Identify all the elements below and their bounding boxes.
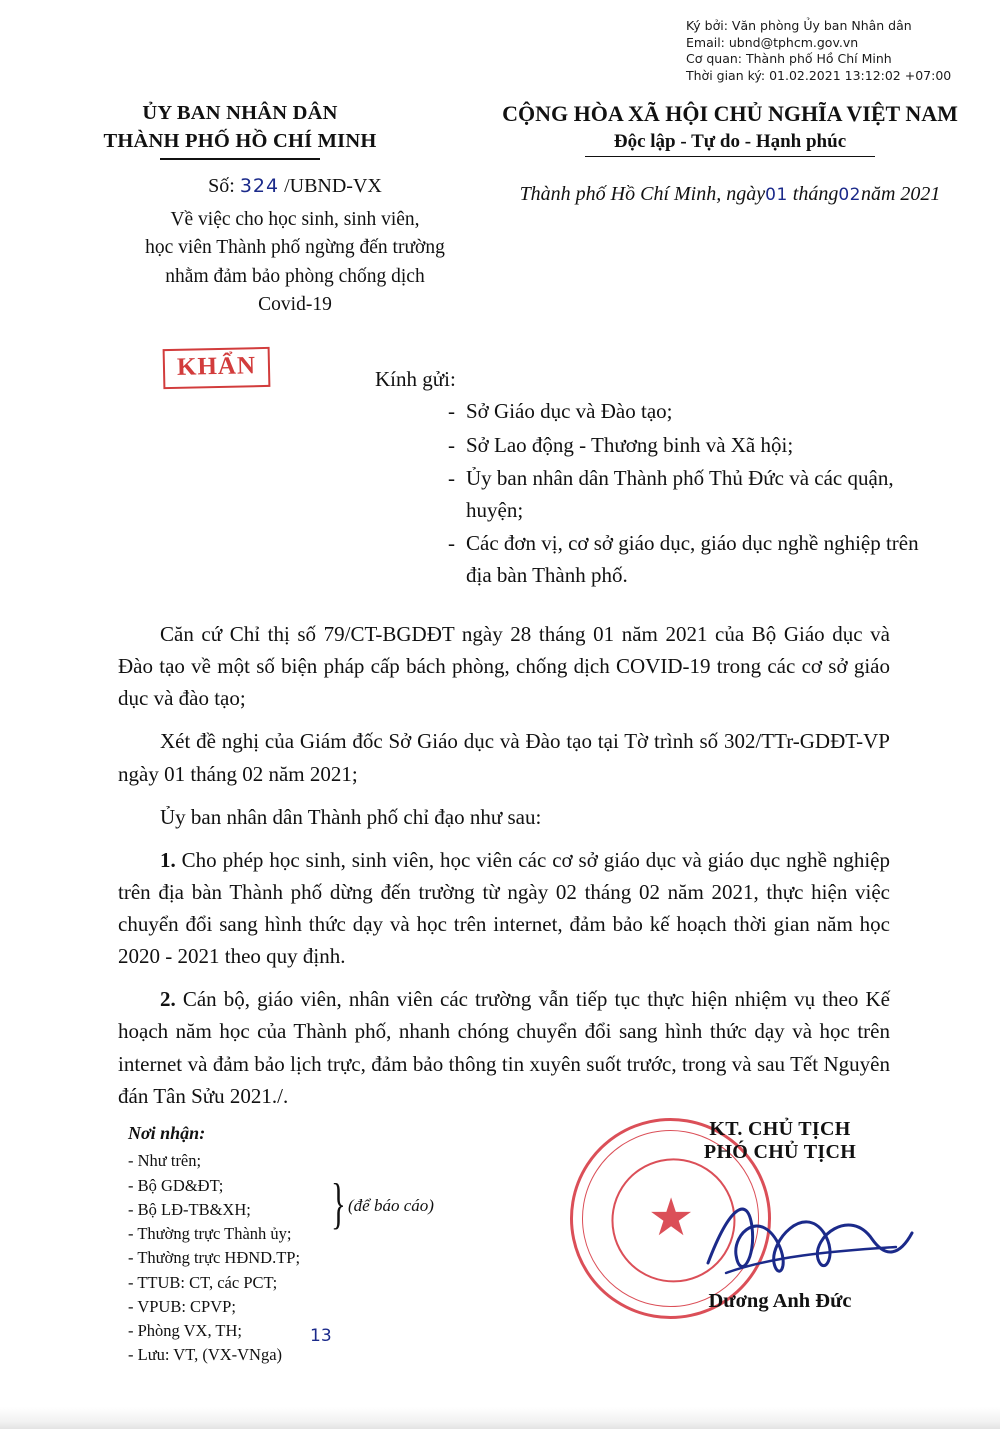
body-paragraph-1: Căn cứ Chỉ thị số 79/CT-BGDĐT ngày 28 tháng 01 năm 2021 của Bộ Giáo dục và Đào tạo về một số biện pháp cấp bách phòng, chống dịch COVID-19 trong các cơ sở giáo dục và đào tạo; (118, 622, 890, 711)
digital-signature-stamp (686, 18, 986, 85)
signature-timestamp: Thời gian ký: 01.02.2021 13:12:02 +07:00 (686, 67, 952, 83)
document-number-prefix: Số: (208, 175, 235, 197)
national-title: CỘNG HÒA XÃ HỘI CHỦ NGHĨA VIỆT NAM (502, 101, 958, 126)
official-red-seal: ★ (551, 1099, 789, 1337)
org-line-1: ỦY BAN NHÂN DÂN (142, 102, 338, 124)
subject-line-1: Về việc cho học sinh, sinh viên, (170, 209, 420, 230)
issuing-organization (0, 100, 460, 160)
recipients-label: Kính gửi: (375, 367, 456, 391)
signature-signed-by: Ký bởi: Văn phòng Ủy ban Nhân dân (686, 18, 912, 33)
subject-line-2: học viên Thành phố ngừng đến trường (145, 237, 445, 259)
list-item: - Sở Lao động - Thương binh và Xã hội; (466, 430, 936, 462)
seal-inner-band (599, 1147, 746, 1294)
signature-title-line-2: PHÓ CHỦ TỊCH (703, 1141, 857, 1163)
national-motto: Độc lập - Tự do - Hạnh phúc (613, 130, 847, 152)
body-paragraph-5-number: 2. (160, 987, 176, 1012)
place-and-date (470, 183, 990, 206)
list-item: - Thường trực Thành ủy; (128, 1224, 292, 1244)
document-number-suffix: /UBND-VX (284, 175, 382, 197)
date-month: 02 (838, 185, 861, 205)
recipients-list (466, 396, 936, 593)
date-day: 01 (765, 185, 788, 205)
list-item: - Bộ GD&ĐT; (128, 1175, 224, 1195)
document-subject (85, 206, 505, 319)
signature-title-line-1: KT. CHỦ TỊCH (709, 1118, 851, 1140)
distribution-brace-note: (để báo cáo) (348, 1196, 434, 1215)
brace-bracket: } (331, 1173, 346, 1235)
list-item: - Phòng VX, TH; (128, 1321, 242, 1341)
body-paragraph-2: Xét đề nghị của Giám đốc Sở Giáo dục và Đào tạo tại Tờ trình số 302/TTr-GDĐT-VP ngày 01 tháng 02 năm 2021; (118, 729, 890, 786)
list-item: - Bộ LĐ-TB&XH; (128, 1199, 251, 1219)
org-underline (160, 158, 320, 160)
body-paragraph-4-text: Cho phép học sinh, sinh viên, học viên các cơ sở giáo dục và giáo dục nghề nghiệp trên địa bàn Thành phố dừng đến trường từ ngày 02 tháng 02 năm 2021, thực hiện việc chuyển đổi sang hình thức dạy và học trên internet, đảm bảo kế hoạch thời gian năm học 2020 - 2021 theo quy định. (118, 847, 890, 969)
document-header (0, 100, 1000, 160)
list-item: - Sở Giáo dục và Đào tạo; (466, 396, 936, 428)
document-body (118, 618, 890, 1123)
list-item: - TTUB: CT, các PCT; (128, 1272, 278, 1292)
year-label: năm 2021 (860, 183, 941, 205)
month-label: tháng (792, 183, 839, 205)
signature-agency: Cơ quan: Thành phố Hồ Chí Minh (686, 51, 892, 67)
signer-name: Dương Anh Đức (708, 1290, 852, 1312)
org-line-2: THÀNH PHỐ HỒ CHÍ MINH (103, 129, 377, 152)
urgent-stamp: KHẨN (163, 347, 271, 389)
page-bottom-edge (0, 1407, 1000, 1429)
list-item: - Như trên; (128, 1151, 202, 1171)
list-item: - Các đơn vị, cơ sở giáo dục, giáo dục nghề nghiệp trên địa bàn Thành phố. (466, 528, 936, 591)
handwritten-copy-count: 13 (310, 1326, 332, 1346)
body-paragraph-4 (118, 844, 890, 973)
body-paragraph-5 (118, 983, 890, 1112)
list-item: - VPUB: CPVP; (128, 1296, 236, 1316)
national-header (460, 100, 1000, 160)
body-paragraph-5-text: Cán bộ, giáo viên, nhân viên các trường vẫn tiếp tục thực hiện nhiệm vụ theo Kế hoạch năm học của Thành phố, nhanh chóng chuyển đổi sang hình thức dạy và học trên internet và đảm bảo lịch trực, đảm bảo thông tin xuyên suốt trước, trong và sau Tết Nguyên đán Tân Sửu 2021./. (118, 987, 890, 1108)
list-item: - Thường trực HĐND.TP; (128, 1248, 301, 1268)
signature-title-block (600, 1118, 960, 1164)
signature-email: Email: ubnd@tphcm.gov.vn (686, 34, 859, 50)
document-number-value: 324 (239, 175, 280, 197)
distribution-list (128, 1120, 458, 1368)
document-number (130, 175, 460, 198)
motto-underline (585, 156, 875, 158)
list-item: - Lưu: VT, (VX-VNga) (128, 1345, 283, 1365)
body-paragraph-3: Ủy ban nhân dân Thành phố chỉ đạo như sau: (160, 804, 542, 829)
place-text: Thành phố Hồ Chí Minh, ngày (519, 183, 766, 205)
distribution-title: Nơi nhận: (128, 1123, 206, 1143)
subject-line-4: Covid-19 (258, 293, 332, 315)
subject-line-3: nhằm đảm bảo phòng chống dịch (165, 265, 425, 287)
list-item: - Ủy ban nhân dân Thành phố Thủ Đức và các quận, huyện; (466, 463, 936, 526)
body-paragraph-4-number: 1. (160, 847, 176, 872)
